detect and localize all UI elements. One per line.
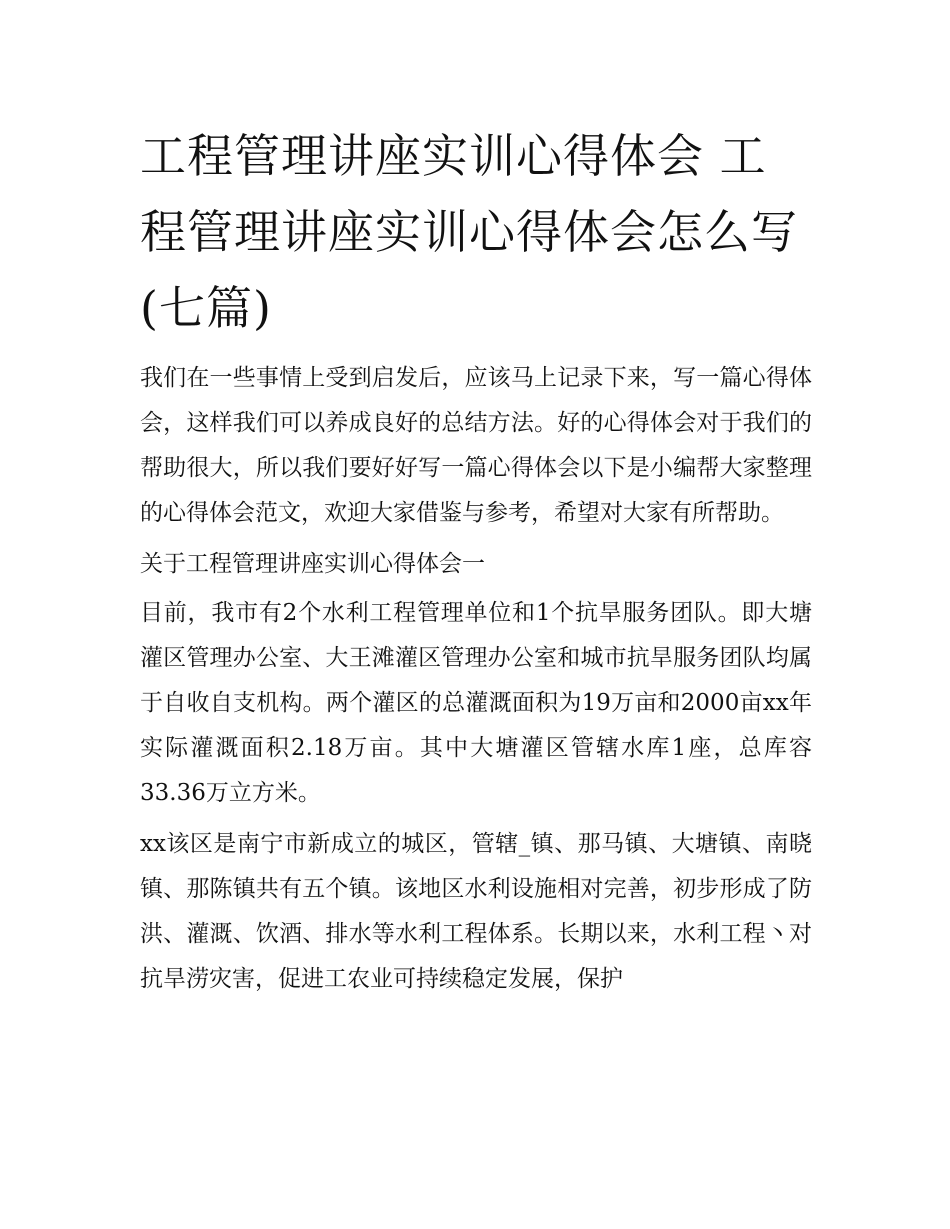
body-paragraph-2: xx该区是南宁市新成立的城区，管辖_镇、那马镇、大塘镇、南晓镇、那陈镇共有五个镇。该地区水利设施相对完善，初步形成了防洪、灌溉、饮酒、排水等水利工程体系。长期以来，水利工程丶对抗旱涝灾害，促进工农业可持续稳定发展，保护 xyxy=(140,831,812,992)
document-page xyxy=(140,118,812,1008)
document-body xyxy=(140,356,812,1002)
document-title: 工程管理讲座实训心得体会 工程管理讲座实训心得体会怎么写(七篇) xyxy=(140,129,798,335)
body-paragraph-1: 目前，我市有2个水利工程管理单位和1个抗旱服务团队。即大塘灌区管理办公室、大王滩灌区管理办公室和城市抗旱服务团队均属于自收自支机构。两个灌区的总灌溉面积为19万亩和2000亩xx年实际灌溉面积2.18万亩。其中大塘灌区管辖水库1座，总库容33.36万立方米。 xyxy=(140,600,812,806)
section-heading: 关于工程管理讲座实训心得体会一 xyxy=(140,551,485,577)
intro-paragraph: 我们在一些事情上受到启发后，应该马上记录下来，写一篇心得体会，这样我们可以养成良好的总结方法。好的心得体会对于我们的帮助很大，所以我们要好好写一篇心得体会以下是小编帮大家整理的心得体会范文，欢迎大家借鉴与参考，希望对大家有所帮助。 xyxy=(140,365,812,526)
